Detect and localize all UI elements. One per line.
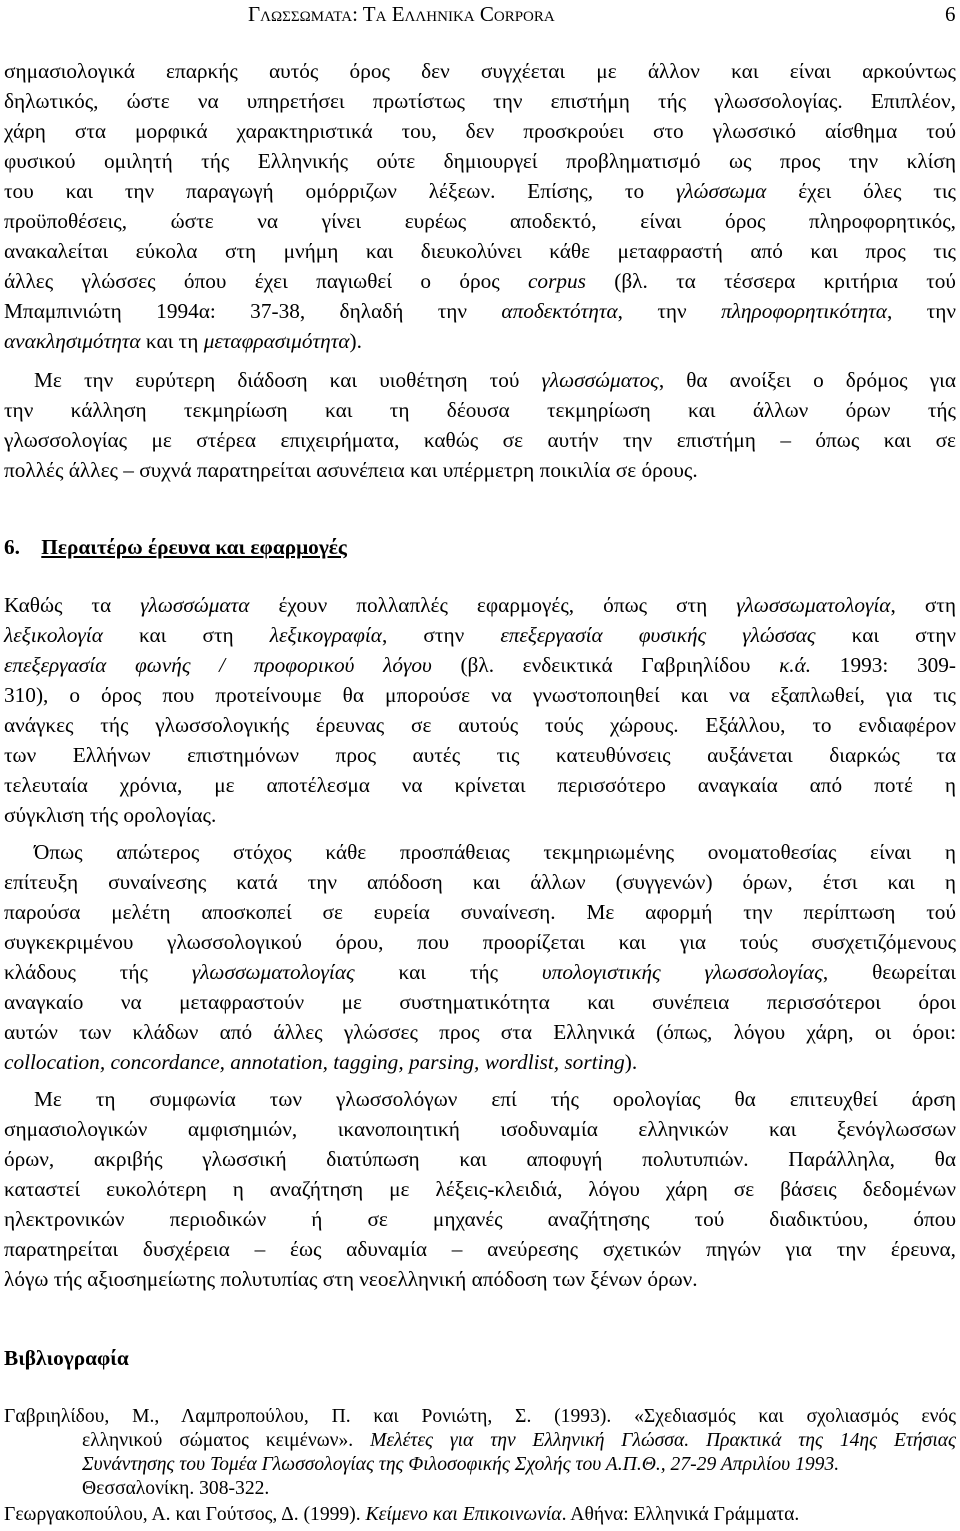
text-line: Με την ευρύτερη διάδοση και υιοθέτηση τού γλωσσώματος, θα ανοίξει ο δρόμος για	[34, 368, 956, 392]
text-line: λόγω τής αξιοσημείωτης πολυτυπίας στη νεοελληνική απόδοση των ξένων όρων.	[4, 1267, 698, 1291]
term: γλώσσωμα	[675, 179, 767, 203]
text-line: πολλές άλλες – συχνά παρατηρείται ασυνέπεια και υπέρμετρη ποικιλία σε όρους.	[4, 458, 698, 482]
text-line: την κάλληση τεκμηρίωση και τη δέουσα τεκμηρίωση και άλλων όρων τής	[4, 398, 956, 422]
text-line: άλλες γλώσσες όπου έχει παγιωθεί ο όρος corpus (βλ. τα τέσσερα κριτήρια τού	[4, 269, 956, 293]
text-line: γλωσσολογίας με στέρεα επιχειρήματα, καθώς σε αυτήν την επιστήμη – όπως και σε	[4, 428, 956, 452]
text-line: σύγκλιση τής ορολογίας.	[4, 803, 217, 827]
term: επεξεργασία φωνής / προφορικού λόγου	[4, 653, 432, 677]
text-line: συγκεκριμένου γλωσσολογικού όρου, που προορίζεται και για τούς συσχετιζόμενους	[4, 930, 956, 954]
text-line: του και την παραγωγή ομόρριζων λέξεων. Επίσης, το γλώσσωμα έχει όλες τις	[4, 179, 956, 203]
reference-line: Θεσσαλονίκη. 308-322.	[82, 1478, 270, 1499]
running-header	[0, 0, 960, 24]
running-title: Γλωσσωματα: Τα Ελληνικα Corpora	[248, 2, 555, 26]
text-line: παρατηρείται δυσχέρεια – έως αδυναμία – ανεύρεσης σχετικών πηγών για την έρευνα,	[4, 1237, 956, 1261]
term: γλωσσωματολογίας	[191, 960, 355, 984]
text-line: collocation, concordance, annotation, tagging, parsing, wordlist, sorting).	[4, 1050, 638, 1074]
term: επεξεργασία φυσικής γλώσσας	[500, 623, 816, 647]
text-line: ηλεκτρονικών περιοδικών ή σε μηχανές αναζήτησης τού διαδικτύου, όπου	[4, 1207, 956, 1231]
text-line: ανακλησιμότητα και τη μεταφρασιμότητα).	[4, 329, 362, 353]
page-number: 6	[945, 2, 956, 26]
term: πληροφορητικότητα	[721, 299, 887, 323]
text-line: αυτών των κλάδων από άλλες γλώσσες προς στα Ελληνικά (όπως, λόγου χάρη, οι όροι:	[4, 1020, 956, 1044]
text-line: σημασιολογικών αμφισημιών, ικανοποιητική ισοδυναμία ελληνικών και ξενόγλωσσων	[4, 1117, 956, 1141]
text-line: παρούσα μελέτη αποσκοπεί σε ευρεία συναίνεση. Με αφορμή την περίπτωση τού	[4, 900, 956, 924]
reference-line: ελληνικού σώματος κειμένων». Μελέτες για την Ελληνική Γλώσσα. Πρακτικά της 14ης Ετήσιας	[82, 1430, 956, 1451]
text-line: τελευταία χρόνια, με αποτέλεσμα να κρίνεται περισσότερο αναγκαία από ποτέ η	[4, 773, 956, 797]
term: λεξικολογία	[4, 623, 103, 647]
text-line: προϋποθέσεις, ώστε να γίνει ευρέως αποδεκτό, είναι όρος πληροφορητικός,	[4, 209, 956, 233]
term: μεταφρασιμότητα	[203, 329, 350, 353]
bibliography-heading: Βιβλιογραφία	[4, 1346, 129, 1370]
text-line: των Ελλήνων επιστημόνων προς αυτές τις κατευθύνσεις αυξάνεται διαρκώς τα	[4, 743, 956, 767]
term: αποδεκτότητα	[501, 299, 618, 323]
reference-line: Γαβριηλίδου, Μ., Λαμπροπούλου, Π. και Ρονιώτη, Σ. (1993). «Σχεδιασμός και σχολιασμός ενός	[4, 1406, 956, 1427]
text-line: όρων, ακριβής γλωσσική διατύπωση και αποφυγή πολυτυπιών. Παράλληλα, θα	[4, 1147, 956, 1171]
text-line: 310), ο όρος που προτείνουμε θα μπορούσε να γνωστοποιηθεί και να εξαπλωθεί, για τις	[4, 683, 956, 707]
term: γλωσσώματος	[541, 368, 659, 392]
text-line: αναγκαίο να μεταφραστούν με συστηματικότητα και συνέπεια περισσότεροι όροι	[4, 990, 956, 1014]
book-title: Μελέτες για την Ελληνική Γλώσσα. Πρακτικά της 14ης Ετήσιας	[370, 1430, 956, 1451]
text-line: δηλωτικός, ώστε να υπηρετήσει πρωτίστως την επιστήμη τής γλωσσολογίας. Επιπλέον,	[4, 89, 956, 113]
term: υπολογιστικής γλωσσολογίας	[541, 960, 823, 984]
term: λεξικογραφία	[269, 623, 382, 647]
text-line: επίτευξη συναίνεσης κατά την απόδοση και άλλων (συγγενών) όρων, έτσι και η	[4, 870, 956, 894]
text-line: ανάγκες τής γλωσσολογικής έρευνας σε αυτούς τούς χώρους. Εξάλλου, το ενδιαφέρον	[4, 713, 956, 737]
text-line: ανακαλείται εύκολα στη μνήμη και διευκολύνει κάθε μεταφραστή από και προς τις	[4, 239, 956, 263]
reference-line: Γεωργακοπούλου, Α. και Γούτσος, Δ. (1999). Κείμενο και Επικοινωνία. Αθήνα: Ελληνικά Γράμματα.	[4, 1504, 800, 1525]
text-line: κλάδους τής γλωσσωματολογίας και τής υπολογιστικής γλωσσολογίας, θεωρείται	[4, 960, 956, 984]
term: ανακλησιμότητα	[4, 329, 141, 353]
text-line: επεξεργασία φωνής / προφορικού λόγου (βλ. ενδεικτικά Γαβριηλίδου κ.ά. 1993: 309-	[4, 653, 956, 677]
text-line: Όπως απώτερος στόχος κάθε προσπάθειας τεκμηριωμένης ονοματοθεσίας είναι η	[34, 840, 956, 864]
text-line: χάρη στα μορφικά χαρακτηριστικά του, δεν προσκρούει στο γλωσσικό αίσθημα τού	[4, 119, 956, 143]
text-line: φυσικού ομιλητή τής Ελληνικής ούτε δημιουργεί προβληματισμό ως προς την κλίση	[4, 149, 956, 173]
term: κ.ά.	[779, 653, 812, 677]
term: corpus	[527, 269, 586, 293]
term: γλωσσωματολογία	[736, 593, 891, 617]
reference-line: Συνάντησης του Τομέα Γλωσσολογίας της Φιλοσοφικής Σχολής του Α.Π.Θ., 27-29 Απριλίου 1993.	[82, 1454, 840, 1475]
text-line: λεξικολογία και στη λεξικογραφία, στην επεξεργασία φυσικής γλώσσας και στην	[4, 623, 956, 647]
book-title: Κείμενο και Επικοινωνία	[365, 1504, 562, 1525]
term: γλωσσώματα	[140, 593, 250, 617]
text-line: Καθώς τα γλωσσώματα έχουν πολλαπλές εφαρμογές, όπως στη γλωσσωματολογία, στη	[4, 593, 957, 617]
text-line: Μπαμπινιώτη 1994α: 37-38, δηλαδή την αποδεκτότητα, την πληροφορητικότητα, την	[4, 299, 956, 323]
section-heading: 6. Περαιτέρω έρευνα και εφαρμογές	[4, 535, 347, 559]
text-line: σημασιολογικά επαρκής αυτός όρος δεν συγχέεται με άλλον και είναι αρκούντως	[4, 59, 956, 83]
text-line: Με τη συμφωνία των γλωσσολόγων επί τής ορολογίας θα επιτευχθεί άρση	[34, 1087, 956, 1111]
text-line: καταστεί ευκολότερη η αναζήτηση με λέξεις-κλειδιά, λόγου χάρη σε βάσεις δεδομένων	[4, 1177, 956, 1201]
term: collocation, concordance, annotation, tagging, parsing, wordlist, sorting	[4, 1050, 625, 1074]
